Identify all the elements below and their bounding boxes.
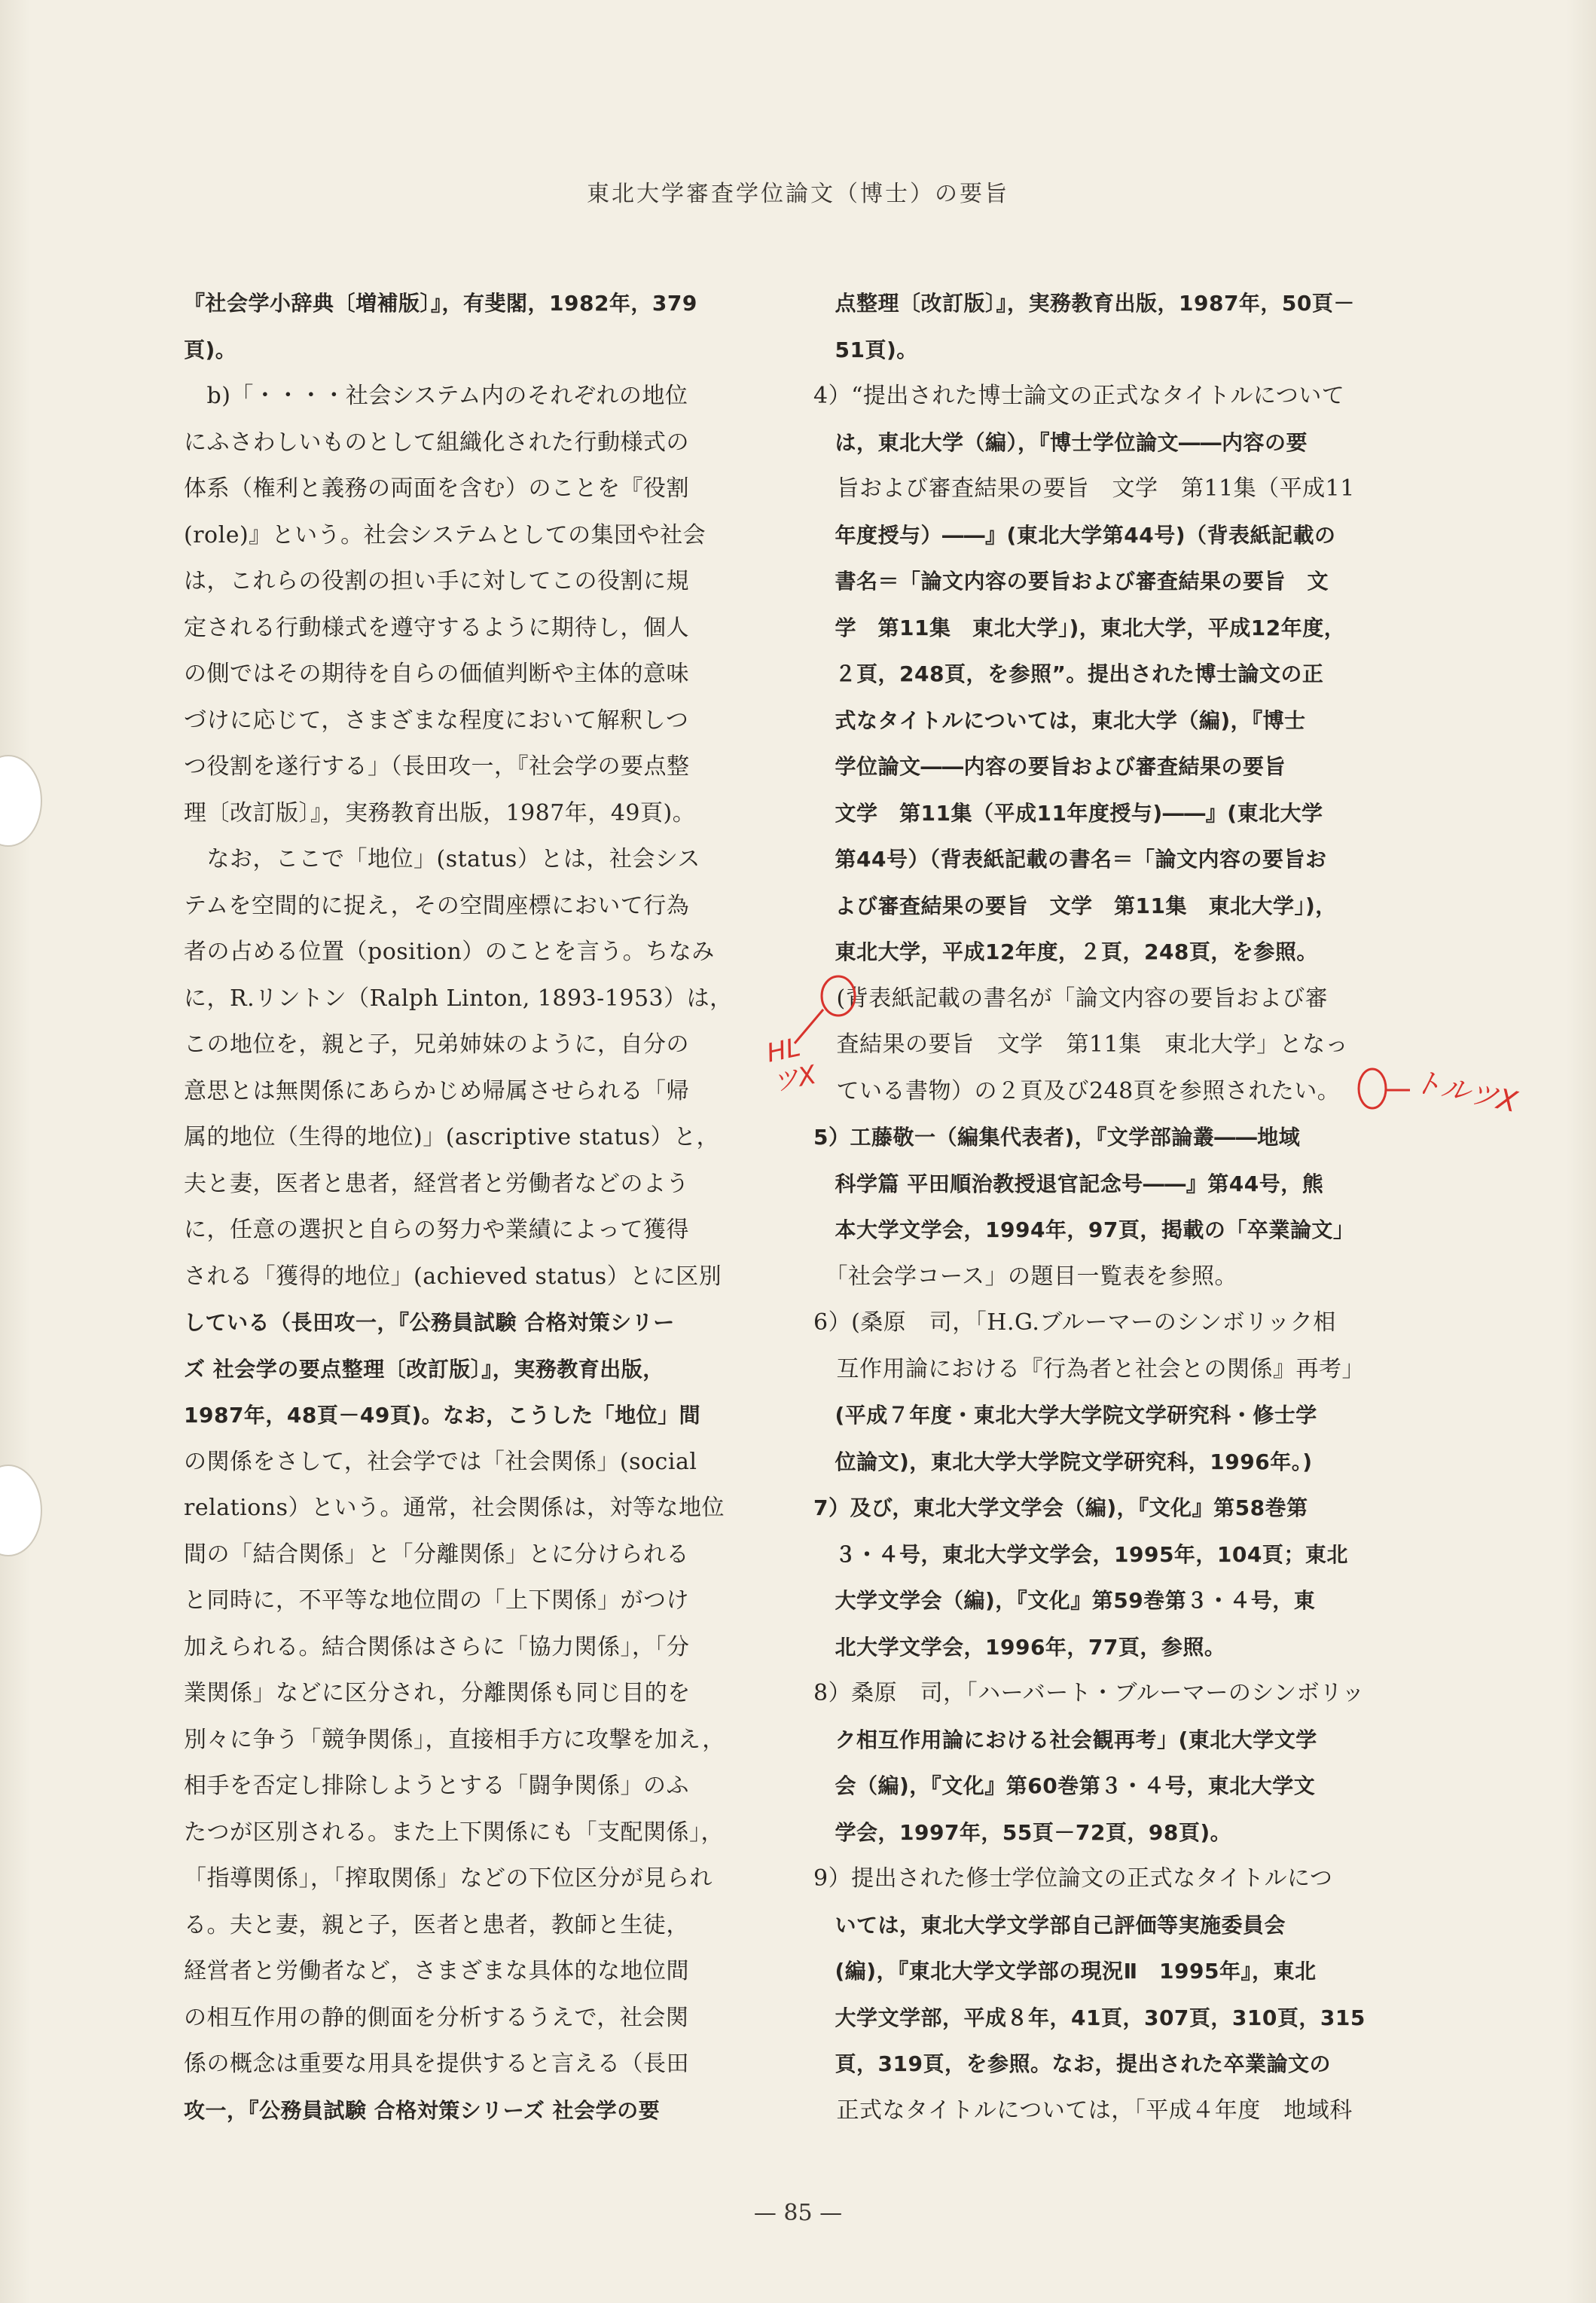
text-line: (背表紙記載の書名が「論文内容の要旨および審 [813, 985, 1329, 1012]
text-line: は，これらの役割の担い手に対してこの役割に規 [184, 568, 689, 594]
text-line: と同時に，不平等な地位間の「上下関係」がつけ [184, 1587, 689, 1614]
text-line: 1987年，48頁－49頁)。なお，こうした「地位」間 [184, 1403, 701, 1428]
text-line: 学会，1997年，55頁－72頁，98頁)。 [813, 1819, 1232, 1845]
text-line: 5）工藤敬一（編集代表者)，『文学部論叢――地域 [813, 1125, 1301, 1150]
text-line: 東北大学，平成12年度，２頁，248頁，を参照。 [813, 939, 1318, 964]
text-line: に，R.リントン（Ralph Linton, 1893-1953）は， [184, 985, 733, 1012]
text-line: たつが区別される。また上下関係にも「支配関係」， [184, 1819, 724, 1846]
text-line: よび審査結果の要旨 文学 第11集 東北大学」)， [813, 893, 1337, 918]
text-line: 査結果の要旨 文学 第11集 東北大学」となっ [813, 1031, 1349, 1058]
text-line: 理〔改訂版〕』，実務教育出版，1987年，49頁)。 [184, 799, 696, 826]
text-line: 攻一，『公務員試験 合格対策シリーズ 社会学の要 [184, 2097, 661, 2123]
left-column [184, 280, 758, 2133]
text-line: は，東北大学（編），『博士学位論文――内容の要 [813, 429, 1308, 455]
text-line: ク相互作用論における社会観再考」(東北大学文学 [813, 1727, 1317, 1752]
text-line: なお，ここで「地位」(status）とは，社会シス [184, 846, 700, 872]
page-number: — 85 — [753, 2200, 843, 2226]
text-line: 6）(桑原 司，「H.G.ブルーマーのシンボリック相 [813, 1309, 1336, 1336]
text-line: にふさわしいものとして組織化された行動様式の [184, 429, 689, 456]
text-line: 係の概念は重要な用具を提供すると言える（長田 [184, 2051, 689, 2077]
text-line: 本大学文学会，1994年，97頁，掲載の「卒業論文」 [813, 1217, 1355, 1242]
text-line: 頁，319頁，を参照。なお，提出された卒業論文の [813, 2051, 1331, 2076]
text-line: 間の「結合関係」と「分離関係」とに分けられる [184, 1541, 689, 1568]
text-line: 7）及び，東北大学文学会（編)，『文化』第58巻第 [813, 1495, 1308, 1520]
text-line: ２頁，248頁，を参照”。提出された博士論文の正 [813, 661, 1324, 686]
text-line: の側ではその期待を自らの価値判断や主体的意味 [184, 661, 689, 687]
text-line: に，任意の選択と自らの努力や業績によって獲得 [184, 1217, 689, 1243]
text-line: いては，東北大学文学部自己評価等実施委員会 [813, 1912, 1286, 1938]
text-line: 意思とは無関係にあらかじめ帰属させられる「帰 [184, 1077, 689, 1104]
text-line: 頁)。 [184, 337, 237, 362]
text-line: (平成７年度・東北大学大学院文学研究科・修士学 [813, 1403, 1317, 1428]
text-line: 8）桑原 司，「ハーバート・ブルーマーのシンボリッ [813, 1680, 1365, 1706]
right-column [813, 280, 1402, 2133]
text-line: 『社会学小辞典〔増補版〕』，有斐閣，1982年，379 [184, 291, 697, 316]
text-line: 文学 第11集（平成11年度授与)――』(東北大学 [813, 800, 1323, 826]
text-line: づけに応じて，さまざまな程度において解釈しつ [184, 707, 689, 734]
text-line: この地位を，親と子，兄弟姉妹のように，自分の [184, 1031, 689, 1058]
text-line: 「社会学コース」の題目一覧表を参照。 [813, 1263, 1237, 1290]
running-header: 東北大学審査学位論文（博士）の要旨 [587, 181, 1009, 207]
text-line: 点整理〔改訂版〕』，実務教育出版，1987年，50頁－ [813, 291, 1355, 316]
text-line: ３・４号，東北大学文学会，1995年，104頁；東北 [813, 1541, 1348, 1567]
text-line: 会（編)，『文化』第60巻第３・４号，東北大学文 [813, 1773, 1316, 1798]
text-line: 正式なタイトルについては，「平成４年度 地域科 [813, 2097, 1353, 2124]
text-line: 51頁)。 [813, 337, 918, 362]
text-line: の相互作用の静的側面を分析するうえで，社会関 [184, 2004, 689, 2031]
text-line: 書名＝「論文内容の要旨および審査結果の要旨 文 [813, 569, 1329, 594]
text-line: 学 第11集 東北大学」)，東北大学，平成12年度， [813, 615, 1346, 640]
text-line: つ役割を遂行する」（長田攻一，『社会学の要点整 [184, 753, 690, 780]
text-line: 別々に争う「競争関係」，直接相手方に攻撃を加え， [184, 1726, 725, 1753]
text-line: 夫と妻，医者と患者，経営者と労働者などのよう [184, 1170, 689, 1197]
text-line: (role)』という。社会システムとしての集団や社会 [184, 521, 706, 548]
text-line: 科学篇 平田順治教授退官記念号――』第44号，熊 [813, 1171, 1324, 1196]
text-line: 第44号）（背表紙記載の書名＝「論文内容の要旨お [813, 847, 1327, 872]
text-line: 相手を否定し排除しようとする「闘争関係」のふ [184, 1773, 689, 1799]
text-line: される「獲得的地位」(achieved status）とに区別 [184, 1263, 722, 1290]
text-line: ズ 社会学の要点整理〔改訂版〕』，実務教育出版， [184, 1356, 664, 1382]
text-line: b)「・・・・社会システム内のそれぞれの地位 [184, 383, 688, 409]
text-line: (編)，『東北大学文学部の現況Ⅱ 1995年』，東北 [813, 1959, 1317, 1984]
text-line: テムを空間的に捉え，その空間座標において行為 [184, 892, 690, 919]
text-line: 定される行動様式を遵守するように期待し，個人 [184, 614, 689, 641]
margin-note-left: HL ツX [764, 1032, 819, 1098]
text-line: 年度授与）――』(東北大学第44号)（背表紙記載の [813, 522, 1336, 548]
text-line: 「指導関係」，「搾取関係」などの下位区分が見られ [184, 1865, 713, 1892]
text-line: 旨および審査結果の要旨 文学 第11集（平成11 [813, 475, 1355, 502]
text-line: る。夫と妻，親と子，医者と患者，教師と生徒， [184, 1911, 689, 1938]
text-line: 4）“提出された博士論文の正式なタイトルについて [813, 383, 1345, 409]
text-line: 式なタイトルについては，東北大学（編)，『博士 [813, 707, 1306, 733]
text-line: 経営者と労働者など，さまざまな具体的な地位間 [184, 1958, 689, 1984]
text-line: 加えられる。結合関係はさらに「協力関係」，「分 [184, 1633, 690, 1660]
margin-note-right: トルツX [1410, 1064, 1521, 1119]
text-line: 位論文)，東北大学大学院文学研究科，1996年。) [813, 1449, 1313, 1474]
text-line: 業関係」などに区分され，分離関係も同じ目的を [184, 1680, 691, 1706]
text-line: 学位論文――内容の要旨および審査結果の要旨 [813, 754, 1286, 779]
text-line: の関係をさして，社会学では「社会関係」(social [184, 1448, 697, 1475]
text-line: 大学文学部，平成８年，41頁，307頁，310頁，315 [813, 2005, 1366, 2030]
text-line: 体系（権利と義務の両面を含む）のことを『役割 [184, 475, 689, 502]
text-line: 者の占める位置（position）のことを言う。ちなみ [184, 939, 715, 965]
text-line: ている書物）の２頁及び248頁を参照されたい。 [813, 1077, 1341, 1104]
text-line: 北大学文学会，1996年，77頁，参照。 [813, 1634, 1226, 1660]
text-line: relations）という。通常，社会関係は，対等な地位 [184, 1495, 725, 1521]
text-line: している（長田攻一，『公務員試験 合格対策シリー [184, 1310, 675, 1335]
text-line: 互作用論における『行為者と社会との関係』再考」 [813, 1355, 1365, 1382]
text-line: 属的地位（生得的地位)」(ascriptive status）と， [184, 1124, 720, 1150]
text-line: 大学文学会（編)，『文化』第59巻第３・４号，東 [813, 1588, 1316, 1613]
text-line: 9）提出された修士学位論文の正式なタイトルにつ [813, 1865, 1333, 1892]
